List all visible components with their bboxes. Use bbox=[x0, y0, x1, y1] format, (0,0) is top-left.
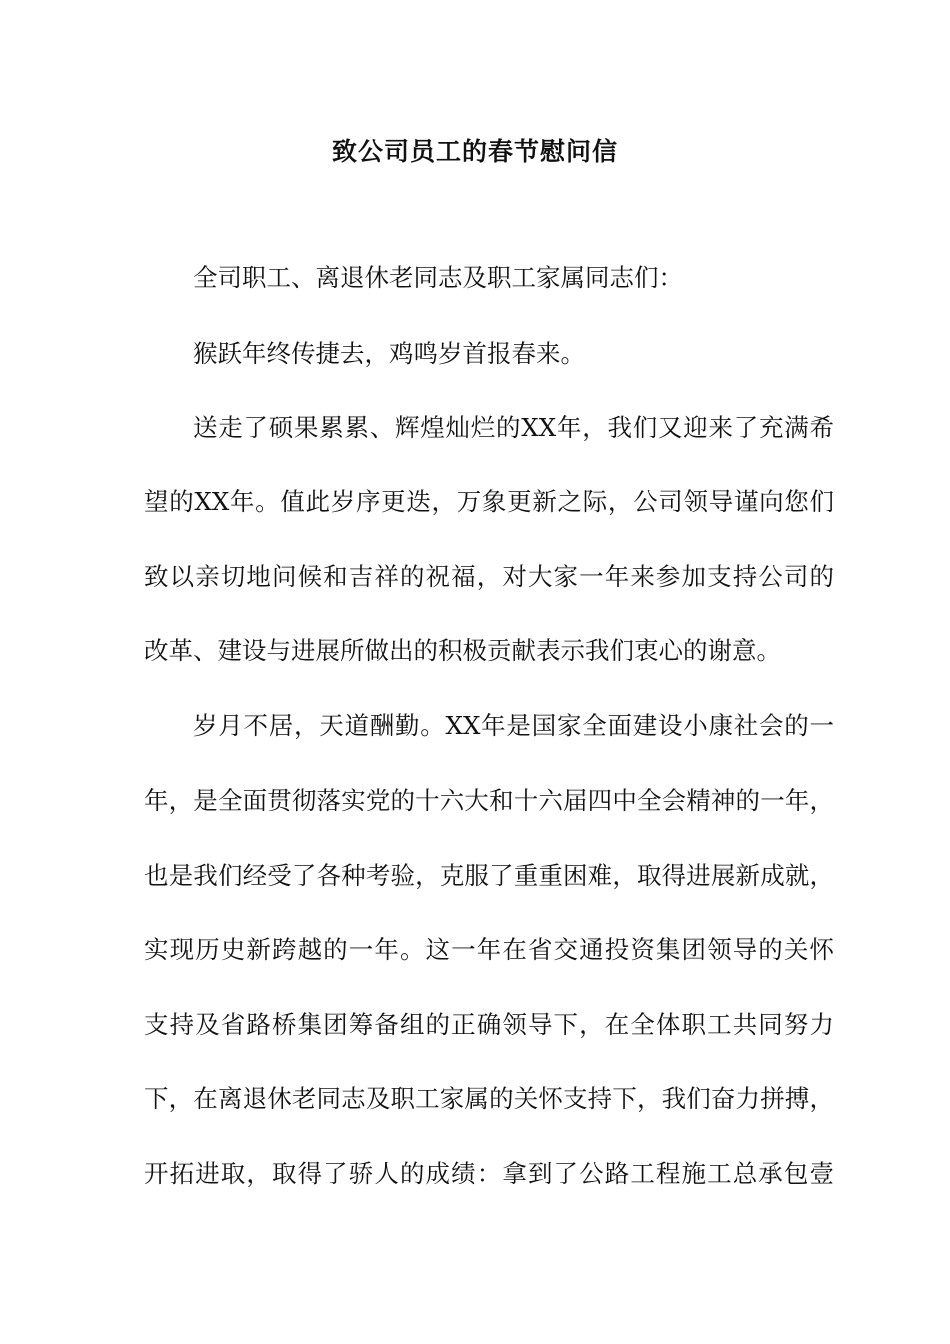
paragraph-line: 送走了硕果累累、辉煌灿烂的XX年，我们又迎来了充满希 bbox=[193, 413, 834, 442]
paragraph-line: 致以亲切地问候和吉祥的祝福，对大家一年来参加支持公司的 bbox=[144, 562, 834, 591]
paragraph-line: 也是我们经受了各种考验，克服了重重困难，取得进展新成就， bbox=[144, 861, 834, 890]
letter-title: 致公司员工的春节慰问信 bbox=[331, 137, 618, 166]
paragraph-line: 望的XX年。值此岁序更迭，万象更新之际，公司领导谨向您们 bbox=[144, 487, 834, 516]
paragraph-line: 猴跃年终传捷去，鸡鸣岁首报春来。 bbox=[193, 339, 585, 368]
paragraph-line: 实现历史新跨越的一年。这一年在省交通投资集团领导的关怀 bbox=[144, 935, 834, 964]
paragraph-line: 支持及省路桥集团筹备组的正确领导下，在全体职工共同努力 bbox=[144, 1010, 834, 1039]
paragraph-line: 下，在离退休老同志及职工家属的关怀支持下，我们奋力拼搏， bbox=[144, 1084, 834, 1113]
paragraph-line: 改革、建设与进展所做出的积极贡献表示我们衷心的谢意。 bbox=[144, 636, 781, 665]
paragraph-line: 年，是全面贯彻落实党的十六大和十六届四中全会精神的一年， bbox=[144, 786, 834, 815]
paragraph-line: 岁月不居，天道酬勤。XX年是国家全面建设小康社会的一 bbox=[193, 711, 834, 740]
paragraph-line: 开拓进取，取得了骄人的成绩：拿到了公路工程施工总承包壹 bbox=[144, 1159, 834, 1188]
salutation: 全司职工、离退休老同志及职工家属同志们： bbox=[193, 263, 683, 292]
